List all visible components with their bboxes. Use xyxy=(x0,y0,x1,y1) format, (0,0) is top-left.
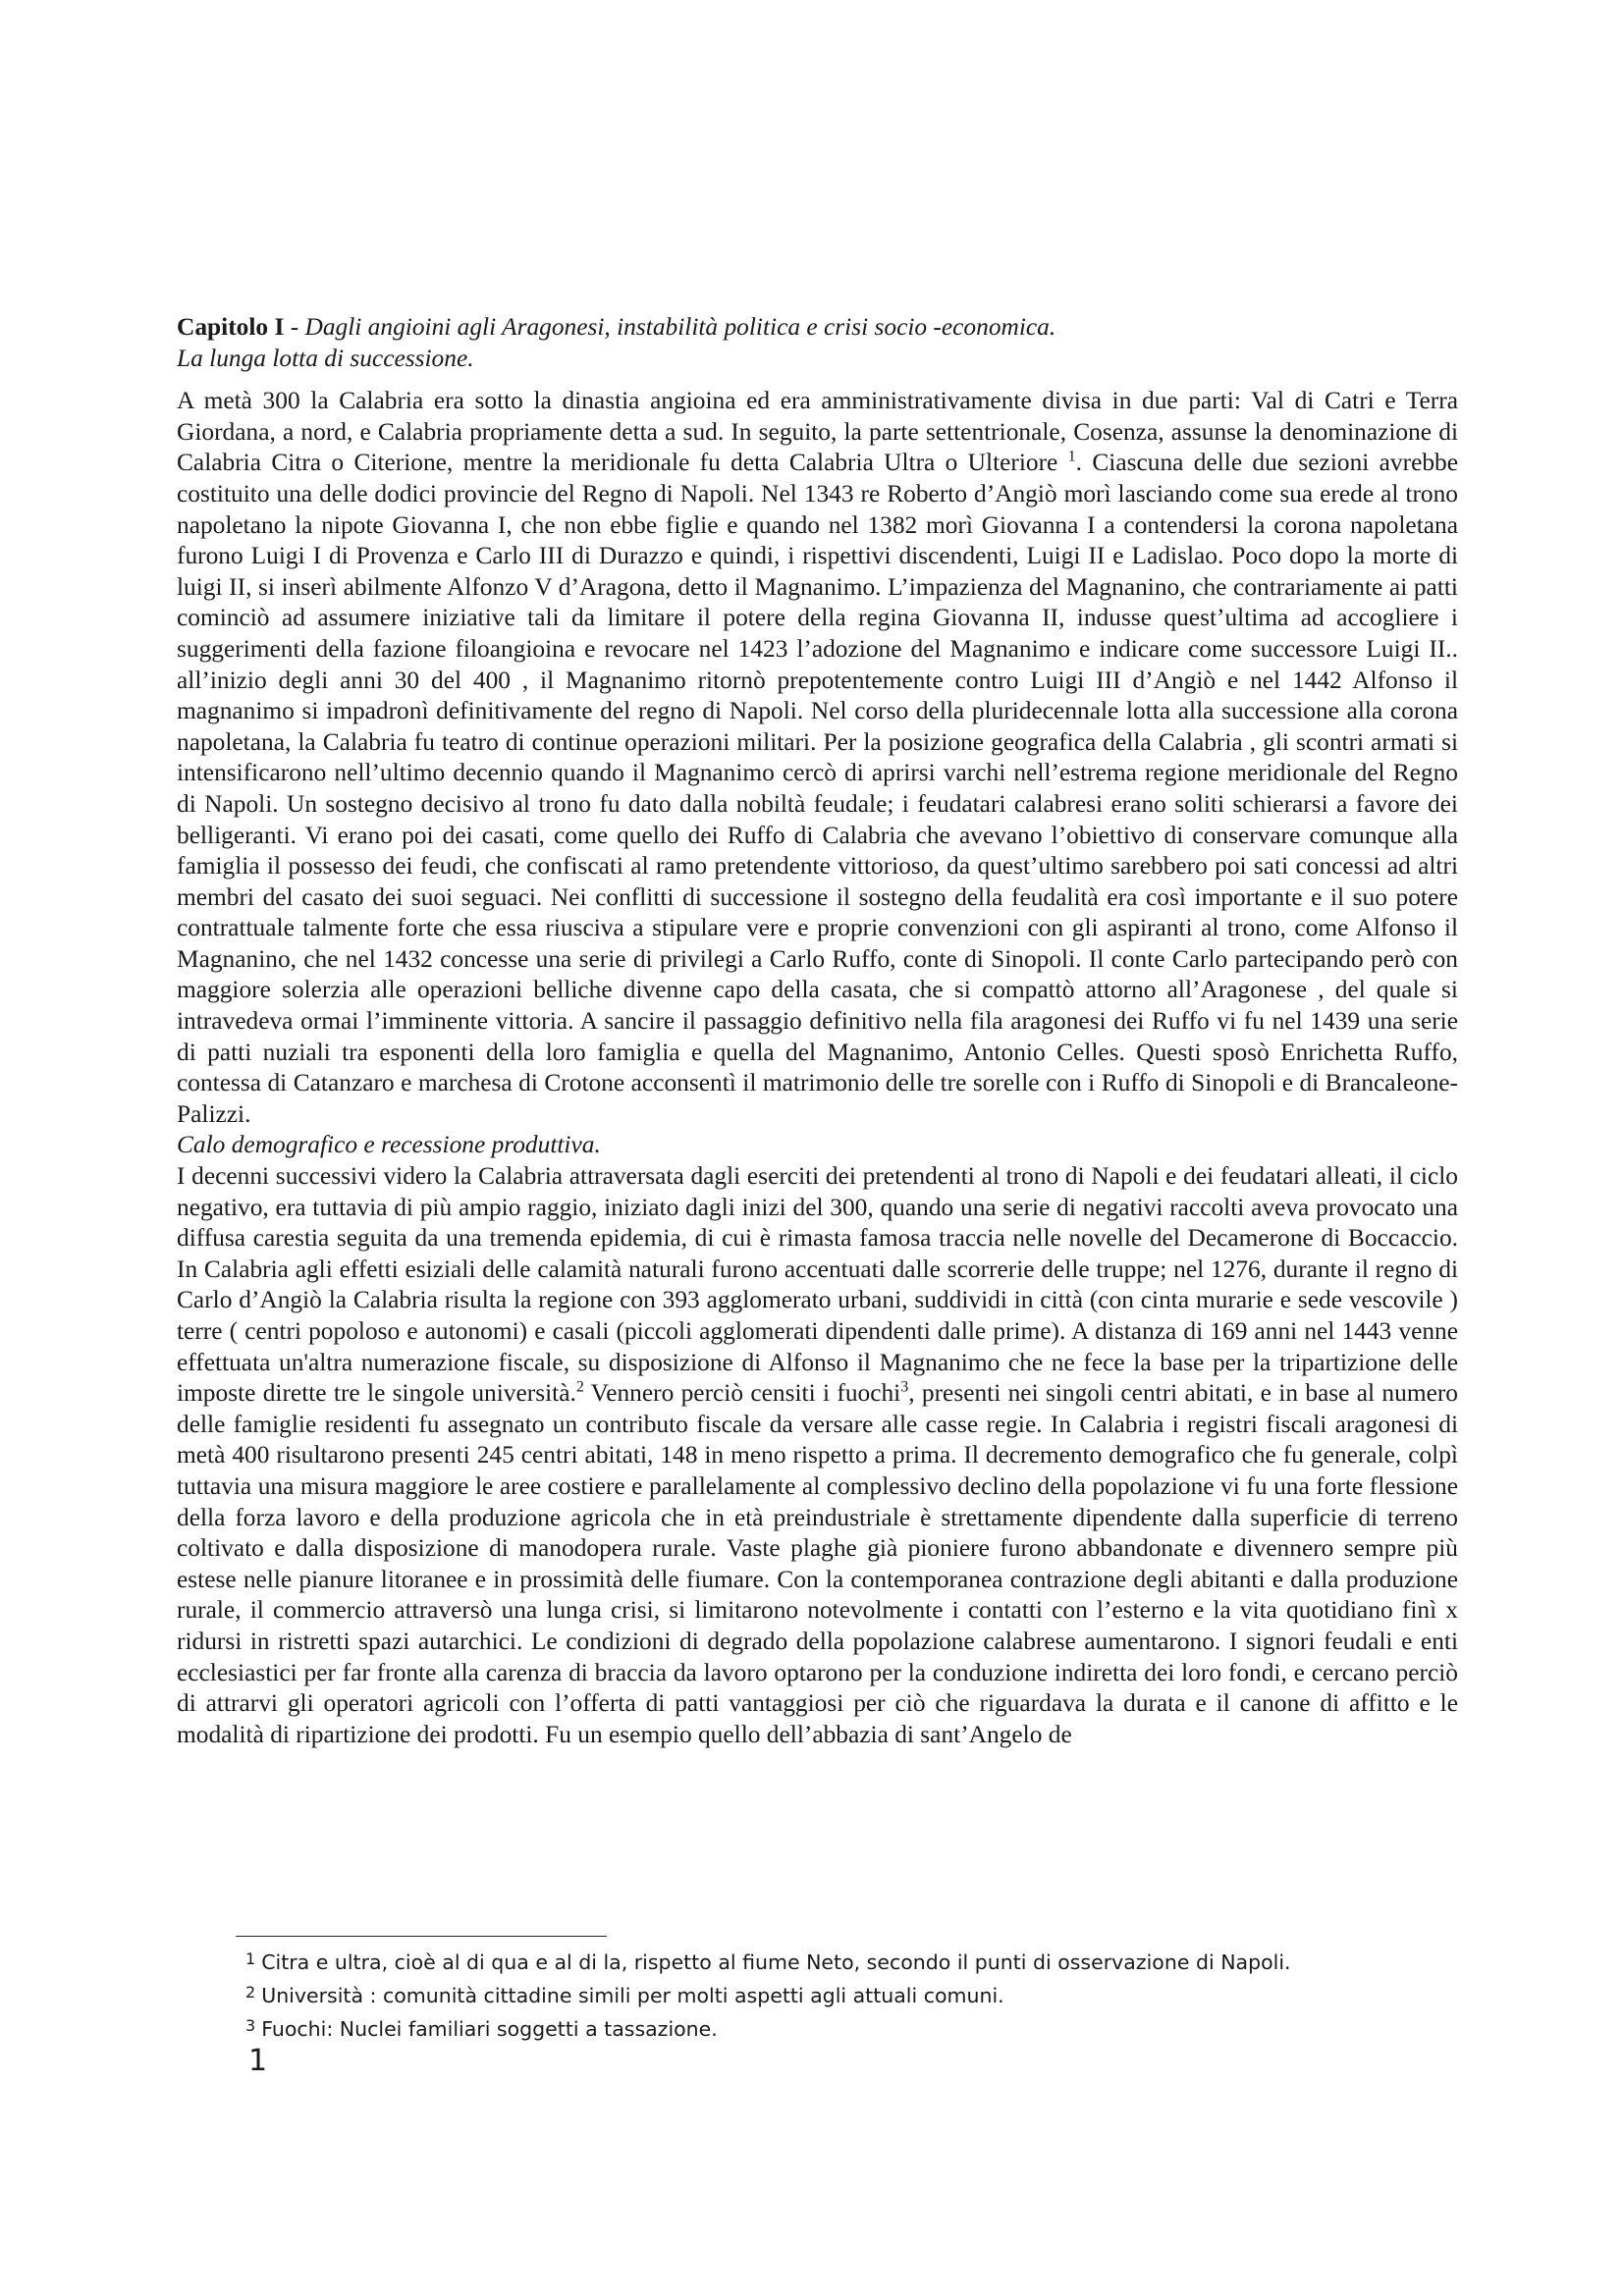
footnotes xyxy=(245,1947,1424,2047)
footnote-1 xyxy=(245,1947,1424,1980)
chapter-heading xyxy=(177,312,1458,344)
paragraph-text: I decenni successivi videro la Calabria attraversata dagli eserciti dei pretendenti al trono di Napoli e dei feudatari alleati, il ciclo negativo, era tuttavia di più ampio raggio, iniziato dagli inizi del 300, quando una serie di negativi raccolti aveva provocato una diffusa carestia seguita da una tremenda epidemia, di cui è rimasta famosa traccia nelle novelle del Decamerone di Boccaccio. In Calabria agli effetti esiziali delle calamità naturali furono accentuati dalle scorrerie delle truppe; nel 1276, durante il regno di Carlo d’Angiò la Calabria risulta la regione con 393 agglomerato urbani, suddividi in città (con cinta murarie e sede vescovile ) terre ( centri popoloso e autonomi) e casali (piccoli agglomerati dipendenti dalle prime). A distanza di 169 anni nel 1443 venne effettuata un'altra numerazione fiscale, su disposizione di Alfonso il Magnanimo che ne fece la base per la tripartizione delle imposte dirette tre le singole università. xyxy=(177,1162,1458,1408)
footnote-text: Fuochi: Nuclei familiari soggetti a tassazione. xyxy=(261,2017,718,2041)
section-title-demografico: Calo demografico e recessione produttiva. xyxy=(177,1131,601,1159)
paragraph-text: , presenti nei singoli centri abitati, e in base al numero delle famiglie residenti fu assegnato un contributo fiscale da versare alle casse regie. In Calabria i registri fiscali aragonesi di metà 400 risultarono presenti 245 centri abitati, 148 in meno rispetto a prima. Il decremento demografico che fu generale, colpì tuttavia una misura maggiore le aree costiere e parallelamente al complessivo declino della popolazione vi fu una forte flessione della forza lavoro e della produzione agricola che in età preindustriale è strettamente dipendente dalla superficie di terreno coltivato e dalla disposizione di manodopera rurale. Vaste plaghe già pioniere furono abbandonate e divennero sempre più estese nelle pianure litoranee e in prossimità delle fiumare. Con la contemporanea contrazione degli abitanti e dalla produzione rurale, il commercio attraversò una lunga crisi, si limitarono notevolmente i contatti con l’esterno e la vita quotidiano finì x ridursi in ristretti spazi autarchici. Le condizioni di degrado della popolazione calabrese aumentarono. I signori feudali e enti ecclesiastici per far fronte alla carenza di braccia da lavoro optarono per la conduzione indiretta dei loro fondi, e cercano perciò di attrarvi gli operatori agricoli con l’offerta di patti vantaggiosi per ciò che riguardava la durata e il canone di affitto e le modalità di ripartizione dei prodotti. Fu un esempio quello dell’abbazia di sant’Angelo de xyxy=(177,1379,1458,1748)
paragraph-demografico xyxy=(177,1161,1458,1750)
body-text xyxy=(177,312,1458,1750)
paragraph-text: A metà 300 la Calabria era sotto la dinastia angioina ed era amministrativamente divisa in due parti: Val di Catri e Terra Giordana, a nord, e Calabria propriamente detta a sud. In seguito, la parte settentrionale, Cosenza, assunse la denominazione di Calabria Citra o Citerione, mentre la meridionale fu detta Calabria Ultra o Ulteriore xyxy=(177,387,1458,477)
footnote-text: Citra e ultra, cioè al di qua e al di la, rispetto al fiume Neto, secondo il punti di osservazione di Napoli. xyxy=(261,1950,1291,1974)
footnote-number: 3 xyxy=(245,2016,256,2035)
paragraph-text: . Ciascuna delle due sezioni avrebbe costituito una delle dodici provincie del Regno di Napoli. Nel 1343 re Roberto d’Angiò morì lasciando come sua erede al trono napoletano la nipote Giovanna I, che non ebbe figlie e quando nel 1382 morì Giovanna I a contendersi la corona napoletana furono Luigi I di Provenza e Carlo III di Durazzo e quindi, i rispettivi discendenti, Luigi II e Ladislao. Poco dopo la morte di luigi II, si inserì abilmente Alfonzo V d’Aragona, detto il Magnanimo. L’impazienza del Magnanino, che contrariamente ai patti cominciò ad assumere iniziative tali da limitare il potere della regina Giovanna II, indusse quest’ultima ad accogliere i suggerimenti della fazione filoangioina e revocare nel 1423 l’adozione del Magnanimo e indicare come successore Luigi II.. all’inizio degli anni 30 del 400 , il Magnanimo ritornò prepotentemente contro Luigi III d’Angiò e nel 1442 Alfonso il magnanimo si impadronì definitivamente del regno di Napoli. Nel corso della pluridecennale lotta alla successione alla corona napoletana, la Calabria fu teatro di continue operazioni militari. Per la posizione geografica della Calabria , gli scontri armati si intensificarono nell’ultimo decennio quando il Magnanimo cercò di aprirsi varchi nell’estrema regione meridionale del Regno di Napoli. Un sostegno decisivo al trono fu dato dalla nobiltà feudale; i feudatari calabresi erano soliti schierarsi a favore dei belligeranti. Vi erano poi dei casati, come quello dei Ruffo di Calabria che avevano l’obiettivo di conservare comunque alla famiglia il possesso dei feudi, che confiscati al ramo pretendente vittorioso, da quest’ultimo sarebbero poi sati concessi ad altri membri del casato dei suoi seguaci. Nei conflitti di successione il sostegno della feudalità era così importante e il suo potere contrattuale talmente forte che essa riusciva a stipulare vere e proprie convenzioni con gli aspiranti al trono, come Alfonso il Magnanino, che nel 1432 concesse una serie di privilegi a Carlo Ruffo, conte di Sinopoli. Il conte Carlo partecipando però con maggiore solerzia alle operazioni belliche divenne capo della casata, che si compattò attorno all’Aragonese , del quale si intravedeva ormai l’imminente vittoria. A sancire il passaggio definitivo nella fila aragonesi dei Ruffo vi fu nel 1439 una serie di patti nuziali tra esponenti della loro famiglia e quella del Magnanimo, Antonio Celles. Questi sposò Enrichetta Ruffo, contessa di Catanzaro e marchesa di Crotone acconsentì il matrimonio delle tre sorelle con i Ruffo di Sinopoli e di Brancaleone- Palizzi. xyxy=(177,449,1459,1128)
footnote-ref-2: 2 xyxy=(575,1378,584,1396)
page-number: 1 xyxy=(248,2044,268,2078)
footnote-3 xyxy=(245,2013,1424,2047)
chapter-separator: - xyxy=(284,313,305,341)
footnote-number: 2 xyxy=(245,1983,256,2002)
footnote-ref-1: 1 xyxy=(1067,448,1076,465)
footnote-number: 1 xyxy=(245,1949,256,1968)
paragraph-text: Vennero perciò censiti i fuochi xyxy=(583,1379,901,1408)
footnote-ref-3: 3 xyxy=(900,1378,909,1396)
footnote-2 xyxy=(245,1980,1424,2013)
footnote-separator xyxy=(236,1936,607,1937)
footnote-text: Università : comunità cittadine simili per molti aspetti agli attuali comuni. xyxy=(261,1984,1004,2007)
chapter-subtitle: La lunga lotta di successione. xyxy=(177,344,474,372)
chapter-label: Capitolo I xyxy=(177,313,285,341)
chapter-title: Dagli angioini agli Aragonesi, instabilità politica e crisi socio -economica. xyxy=(304,313,1056,341)
paragraph-succession xyxy=(177,386,1458,1130)
